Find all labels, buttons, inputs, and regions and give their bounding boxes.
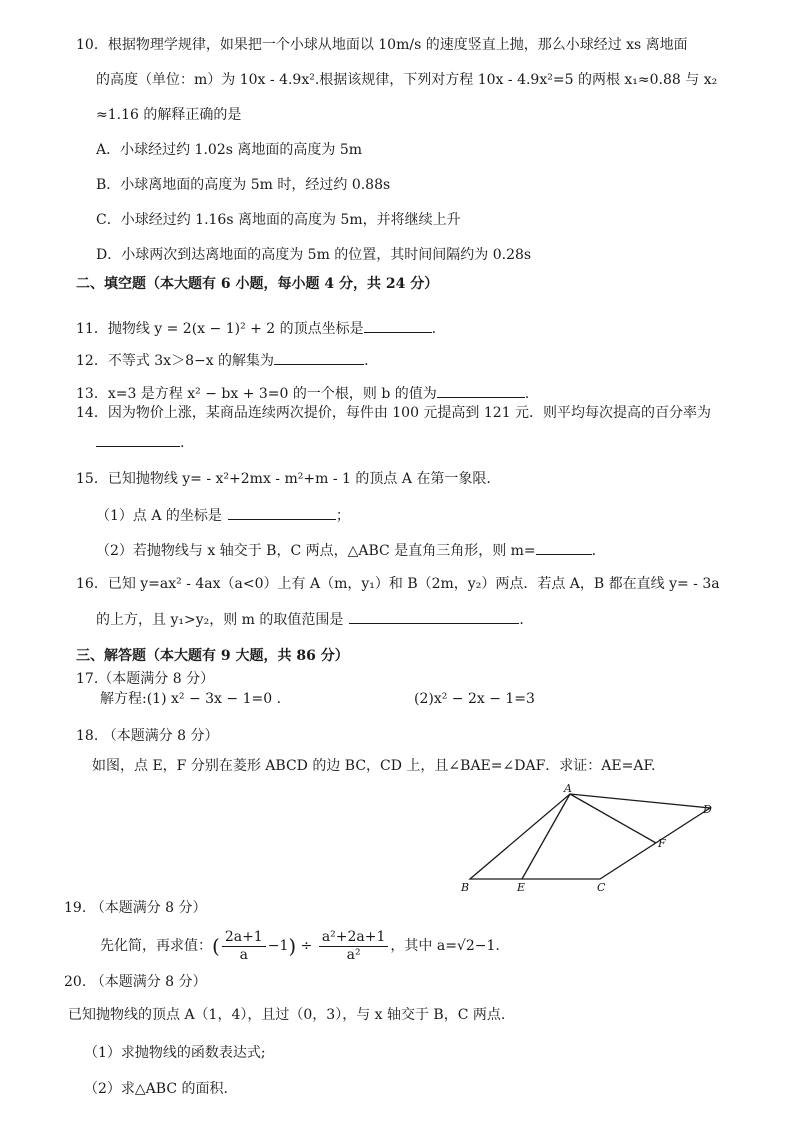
q19-f1-denominator: a xyxy=(239,946,248,963)
point-label-a: A xyxy=(564,783,572,795)
q14-end: . xyxy=(180,435,185,451)
q11-answer-blank[interactable] xyxy=(364,318,432,333)
q12-answer-blank[interactable] xyxy=(274,350,364,365)
q15-part2-text: （2）若抛物线与 x 轴交于 B，C 两点，△ABC 是直角三角形，则 m= xyxy=(96,543,536,559)
q13-answer-blank[interactable] xyxy=(437,383,525,398)
q12 xyxy=(76,350,369,370)
q16-end: . xyxy=(519,612,524,628)
q15-stem: 15．已知抛物线 y= - x²+2mx - m²+m - 1 的顶点 A 在第一象限. xyxy=(76,471,491,487)
q19-prefix: 先化简，再求值： xyxy=(100,938,212,954)
q10-option-c: C．小球经过约 1.16s 离地面的高度为 5m，并将继续上升 xyxy=(96,212,461,228)
point-label-c: C xyxy=(597,881,606,894)
q15-part1 xyxy=(96,505,350,525)
point-label-d: D xyxy=(703,803,712,816)
rhombus-figure xyxy=(455,783,725,895)
section-2-heading: 二、填空题（本大题有 6 小题，每小题 4 分，共 24 分） xyxy=(76,276,439,292)
q20-part2: （2）求△ABC 的面积. xyxy=(84,1081,228,1097)
q11 xyxy=(76,318,436,338)
q19-fraction-2 xyxy=(319,929,389,964)
q20-head: 20. （本题满分 8 分） xyxy=(64,974,207,990)
q14-line1: 14．因为物价上涨，某商品连续两次提价，每件由 100 元提高到 121 元．则平均每次提高的百分率为 xyxy=(76,405,712,421)
q20-part1: （1）求抛物线的函数表达式; xyxy=(84,1045,266,1061)
q19-fraction-1 xyxy=(222,929,266,964)
q13 xyxy=(76,383,529,403)
q10-line3: ≈1.16 的解释正确的是 xyxy=(96,107,242,123)
q19-divide: ÷ xyxy=(300,938,313,954)
q17-part1: 解方程:(1) x² − 3x − 1=0 . xyxy=(100,691,282,707)
q13-end: . xyxy=(524,386,530,402)
q19-f2-denominator: a² xyxy=(346,946,361,963)
q10-line2: 的高度（单位：m）为 10x - 4.9x².根据该规律，下列对方程 10x - 4.9x²=5 的两根 x₁≈0.88 与 x₂ xyxy=(96,72,718,88)
q19-f1-numerator: 2a+1 xyxy=(222,929,266,947)
q12-text: 12．不等式 3x＞8−x 的解集为 xyxy=(76,353,275,369)
q16-line2 xyxy=(96,609,524,629)
rhombus-abcd xyxy=(470,794,710,879)
q19-expression xyxy=(100,928,500,964)
point-label-b: B xyxy=(461,881,470,894)
q13-text: 13．x=3 是方程 x² − bx + 3=0 的一个根，则 b 的值为 xyxy=(76,386,437,402)
q15-part1-text: （1）点 A 的坐标是 xyxy=(96,508,222,524)
q19-close-paren: ) xyxy=(288,934,297,958)
q19-suffix: ，其中 a=√2−1. xyxy=(390,938,500,954)
q11-text: 11．抛物线 y = 2(x − 1)² + 2 的顶点坐标是 xyxy=(76,321,364,337)
q10-option-a: A．小球经过约 1.02s 离地面的高度为 5m xyxy=(96,142,362,158)
q20-text: 已知抛物线的顶点 A（1，4），且过（0，3），与 x 轴交于 B，C 两点. xyxy=(68,1007,506,1023)
q16-answer-blank[interactable] xyxy=(349,609,519,624)
q10-option-d: D．小球两次到达离地面的高度为 5m 的位置，其时间间隔约为 0.28s xyxy=(96,247,532,263)
section-3-heading: 三、解答题（本大题有 9 大题，共 86 分） xyxy=(76,648,349,664)
q10-option-b: B．小球离地面的高度为 5m 时，经过约 0.88s xyxy=(96,177,391,193)
q14-line2 xyxy=(96,432,184,452)
q19-open-paren: ( xyxy=(212,934,220,958)
q12-end: . xyxy=(364,353,369,369)
q15-part2 xyxy=(96,540,596,560)
q19-head: 19. （本题满分 8 分） xyxy=(64,900,207,916)
q18-head: 18. （本题满分 8 分） xyxy=(76,728,219,744)
q11-end: . xyxy=(431,321,437,337)
q14-answer-blank[interactable] xyxy=(96,432,180,447)
q16-line1: 16．已知 y=ax² - 4ax（a<0）上有 A（m，y₁）和 B（2m，y₂）两点．若点 A，B 都在直线 y= - 3a xyxy=(76,576,720,592)
q10-line1: 10．根据物理学规律，如果把一个小球从地面以 10m/s 的速度竖直上抛，那么小球经过 xs 离地面 xyxy=(76,37,688,53)
q17-head: 17.（本题满分 8 分） xyxy=(76,671,215,687)
q18-text: 如图，点 E，F 分别在菱形 ABCD 的边 BC，CD 上，且∠BAE=∠DAF．求证：AE=AF. xyxy=(92,758,656,774)
segment-ae xyxy=(522,794,570,879)
q15-part2-end: . xyxy=(591,543,597,559)
q15-part1-end: ； xyxy=(335,508,350,524)
q19-minus-one: −1 xyxy=(267,938,289,954)
q16-line2-text: 的上方，且 y₁>y₂，则 m 的取值范围是 xyxy=(96,612,344,628)
q17-part2: (2)x² − 2x − 1=3 xyxy=(414,691,535,707)
point-label-e: E xyxy=(517,881,526,894)
q19-f2-numerator: a²+2a+1 xyxy=(319,929,389,947)
q15-part2-blank[interactable] xyxy=(536,540,592,555)
q15-part1-blank[interactable] xyxy=(228,505,336,520)
point-label-f: F xyxy=(658,837,666,850)
